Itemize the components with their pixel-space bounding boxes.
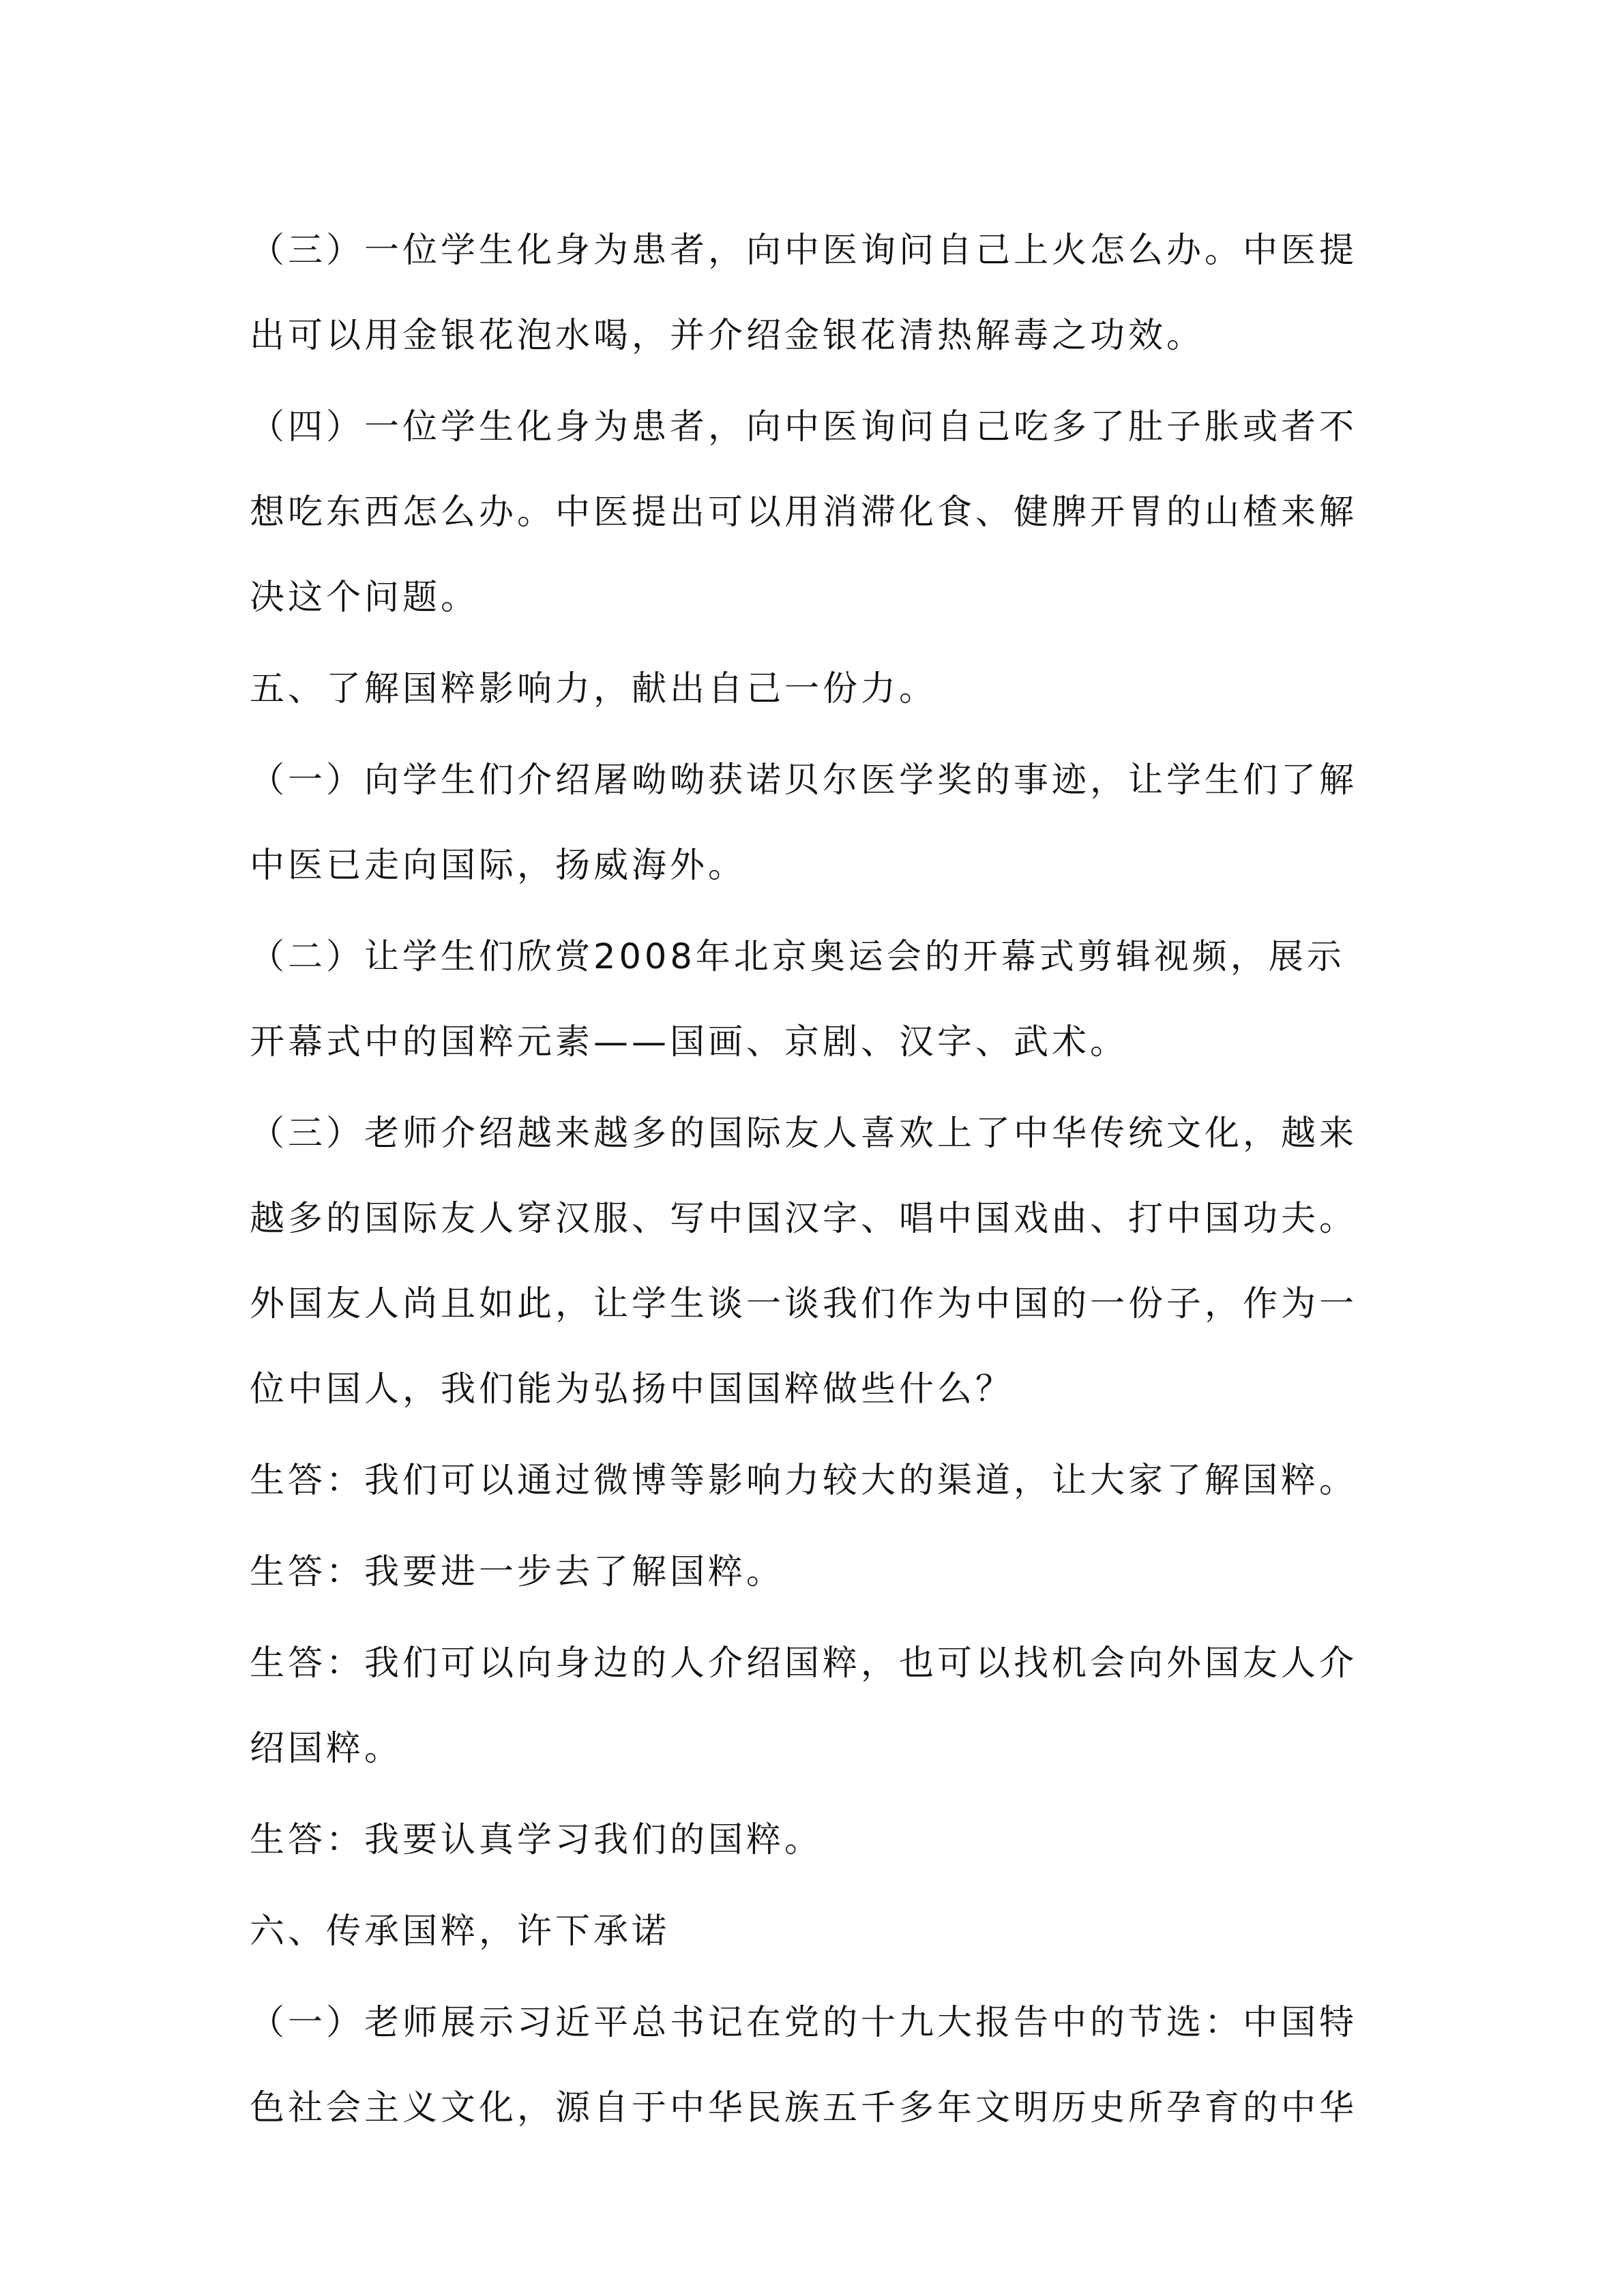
paragraph-nineteenth-congress: （一）老师展示习近平总书记在党的十九大报告中的节选：中国特色社会主义文化，源自于中华民族五千多年文明历史所孕育的中华 [250, 2003, 1358, 2128]
student-answer-2: 生答：我要进一步去了解国粹。 [250, 1552, 785, 1592]
document-body [250, 208, 1368, 2157]
student-answer-3: 生答：我们可以向身边的人介绍国粹，也可以找机会向外国友人介绍国粹。 [250, 1643, 1358, 1769]
section-heading-six: 六、传承国粹，许下承诺 [250, 1911, 670, 1952]
paragraph-olympics: （二）让学生们欣赏2008年北京奥运会的开幕式剪辑视频，展示开幕式中的国粹元素——国画、京剧、汉字、武术。 [250, 937, 1345, 1062]
student-answer-4: 生答：我要认真学习我们的国粹。 [250, 1820, 823, 1860]
paragraph-tu-youyou: （一）向学生们介绍屠呦呦获诺贝尔医学奖的事迹，让学生们了解中医已走向国际，扬威海外。 [250, 760, 1358, 886]
paragraph-herb-honeysuckle: （三）一位学生化身为患者，向中医询问自己上火怎么办。中医提出可以用金银花泡水喝，并介绍金银花清热解毒之功效。 [250, 230, 1358, 356]
section-heading-five: 五、了解国粹影响力，献出自己一份力。 [250, 669, 938, 709]
paragraph-international-friends: （三）老师介绍越来越多的国际友人喜欢上了中华传统文化，越来越多的国际友人穿汉服、写中国汉字、唱中国戏曲、打中国功夫。外国友人尚且如此，让学生谈一谈我们作为中国的一份子，作为一位中国人，我们能为弘扬中国国粹做些什么？ [250, 1114, 1358, 1410]
student-answer-1: 生答：我们可以通过微博等影响力较大的渠道，让大家了解国粹。 [250, 1461, 1358, 1501]
paragraph-herb-hawthorn: （四）一位学生化身为患者，向中医询问自己吃多了肚子胀或者不想吃东西怎么办。中医提出可以用消滞化食、健脾开胃的山楂来解决这个问题。 [250, 407, 1358, 618]
